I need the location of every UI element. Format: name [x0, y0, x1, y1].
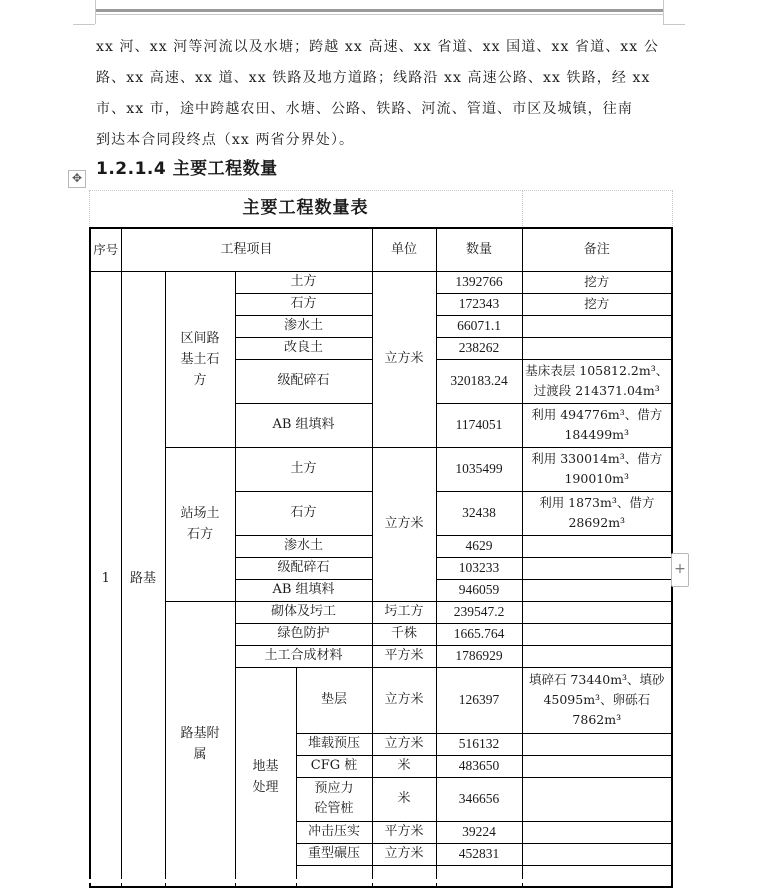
qty-cell: 126397 — [436, 667, 522, 733]
quantity-table — [89, 227, 673, 888]
unit-cell: 立方米 — [372, 447, 436, 601]
item-cell: 垫层 — [296, 667, 372, 733]
unit-cell: 米 — [372, 777, 436, 821]
qty-cell: 1392766 — [436, 271, 522, 293]
item-cell: AB 组填料 — [235, 403, 372, 447]
qty-cell: 346656 — [436, 777, 522, 821]
note-cell — [522, 843, 672, 865]
item-cell: 土方 — [235, 447, 372, 491]
note-cell — [522, 315, 672, 337]
note-cell: 挖方 — [522, 293, 672, 315]
note-cell — [522, 865, 672, 887]
item-cell: CFG 桩 — [296, 755, 372, 777]
crop-mark — [663, 0, 664, 24]
qty-cell: 1174051 — [436, 403, 522, 447]
item-cell: 石方 — [235, 491, 372, 535]
note-cell: 利用 1873m³、借方 28692m³ — [522, 491, 672, 535]
qty-cell: 66071.1 — [436, 315, 522, 337]
header-qty: 数量 — [436, 228, 522, 271]
unit-cell: 米 — [372, 755, 436, 777]
paragraph-line: xx 河、xx 河等河流以及水塘；跨越 xx 高速、xx 省道、xx 国道、xx 省道、xx 公 — [96, 39, 659, 55]
table-row — [90, 601, 672, 623]
crop-mark — [663, 24, 685, 25]
note-cell — [522, 579, 672, 601]
qty-cell: 516132 — [436, 733, 522, 755]
unit-cell: 立方米 — [372, 667, 436, 733]
category-cell: 路基 — [121, 271, 165, 887]
qty-cell: 4629 — [436, 535, 522, 557]
qty-cell: 172343 — [436, 293, 522, 315]
header-seq: 序号 — [90, 228, 121, 271]
header-unit: 单位 — [372, 228, 436, 271]
note-cell — [522, 777, 672, 821]
note-cell — [522, 601, 672, 623]
unit-cell: 千株 — [372, 623, 436, 645]
unit-cell: 立方米 — [372, 271, 436, 447]
item-cell: 冲击压实 — [296, 821, 372, 843]
header-rule — [96, 9, 663, 12]
seq-cell: 1 — [90, 271, 121, 887]
item-cell: 石方 — [235, 293, 372, 315]
header-rule-thin — [96, 14, 663, 15]
item-cell: 砌体及圬工 — [235, 601, 372, 623]
item-cell: 预应力砼管桩 — [296, 777, 372, 821]
qty-cell: 238262 — [436, 337, 522, 359]
note-cell: 基床表层 105812.2m³、过渡段 214371.04m³ — [522, 359, 672, 403]
group-interval: 区间路基土石方 — [165, 271, 235, 447]
qty-cell: 1786929 — [436, 645, 522, 667]
note-cell: 填碎石 73440m³、填砂 45095m³、卵砾石 7862m³ — [522, 667, 672, 733]
item-cell: 渗水土 — [235, 535, 372, 557]
item-cell: 绿色防护 — [235, 623, 372, 645]
note-cell — [522, 535, 672, 557]
note-cell: 利用 330014m³、借方 190010m³ — [522, 447, 672, 491]
item-cell: 级配碎石 — [235, 359, 372, 403]
unit-cell — [372, 865, 436, 887]
qty-cell: 1665.764 — [436, 623, 522, 645]
item-cell — [296, 865, 372, 887]
paragraph-line: 市、xx 市，途中跨越农田、水塘、公路、铁路、河流、管道、市区及城镇，往南 — [96, 101, 633, 117]
body-paragraph — [96, 32, 671, 156]
unit-cell: 圬工方 — [372, 601, 436, 623]
note-cell — [522, 821, 672, 843]
table-title: 主要工程数量表 — [242, 198, 369, 218]
note-cell — [522, 623, 672, 645]
item-cell: 土工合成材料 — [235, 645, 372, 667]
table-row — [90, 447, 672, 491]
group-foundation: 地基处理 — [235, 667, 296, 887]
header-item: 工程项目 — [121, 228, 372, 271]
note-cell — [522, 337, 672, 359]
unit-cell: 立方米 — [372, 843, 436, 865]
page-cut — [89, 879, 671, 883]
item-cell: AB 组填料 — [235, 579, 372, 601]
qty-cell: 1035499 — [436, 447, 522, 491]
header-note: 备注 — [522, 228, 672, 271]
qty-cell: 320183.24 — [436, 359, 522, 403]
note-cell — [522, 733, 672, 755]
crop-mark — [73, 24, 95, 25]
table-row — [90, 271, 672, 293]
item-cell: 渗水土 — [235, 315, 372, 337]
note-cell: 挖方 — [522, 271, 672, 293]
item-cell: 堆载预压 — [296, 733, 372, 755]
item-cell: 级配碎石 — [235, 557, 372, 579]
qty-cell — [436, 865, 522, 887]
table-move-handle-icon[interactable]: ✥ — [68, 170, 86, 188]
qty-cell: 103233 — [436, 557, 522, 579]
note-cell — [522, 557, 672, 579]
qty-cell: 39224 — [436, 821, 522, 843]
table-header-row — [90, 228, 672, 271]
unit-cell: 平方米 — [372, 821, 436, 843]
item-cell: 土方 — [235, 271, 372, 293]
add-column-button[interactable]: + — [671, 553, 689, 587]
unit-cell: 立方米 — [372, 733, 436, 755]
unit-cell: 平方米 — [372, 645, 436, 667]
item-cell: 改良土 — [235, 337, 372, 359]
qty-cell: 483650 — [436, 755, 522, 777]
crop-mark — [95, 0, 96, 24]
qty-cell: 32438 — [436, 491, 522, 535]
note-cell: 利用 494776m³、借方 184499m³ — [522, 403, 672, 447]
qty-cell: 239547.2 — [436, 601, 522, 623]
item-cell: 重型碾压 — [296, 843, 372, 865]
section-heading: 1.2.1.4 主要工程数量 — [96, 159, 278, 179]
qty-cell: 946059 — [436, 579, 522, 601]
group-appendage: 路基附属 — [165, 601, 235, 887]
note-cell — [522, 755, 672, 777]
note-cell — [522, 645, 672, 667]
qty-cell: 452831 — [436, 843, 522, 865]
paragraph-line: 到达本合同段终点（xx 两省分界处）。 — [96, 132, 355, 148]
group-station: 站场土石方 — [165, 447, 235, 601]
paragraph-line: 路、xx 高速、xx 道、xx 铁路及地方道路；线路沿 xx 高速公路、xx 铁路，经 xx — [96, 70, 651, 86]
